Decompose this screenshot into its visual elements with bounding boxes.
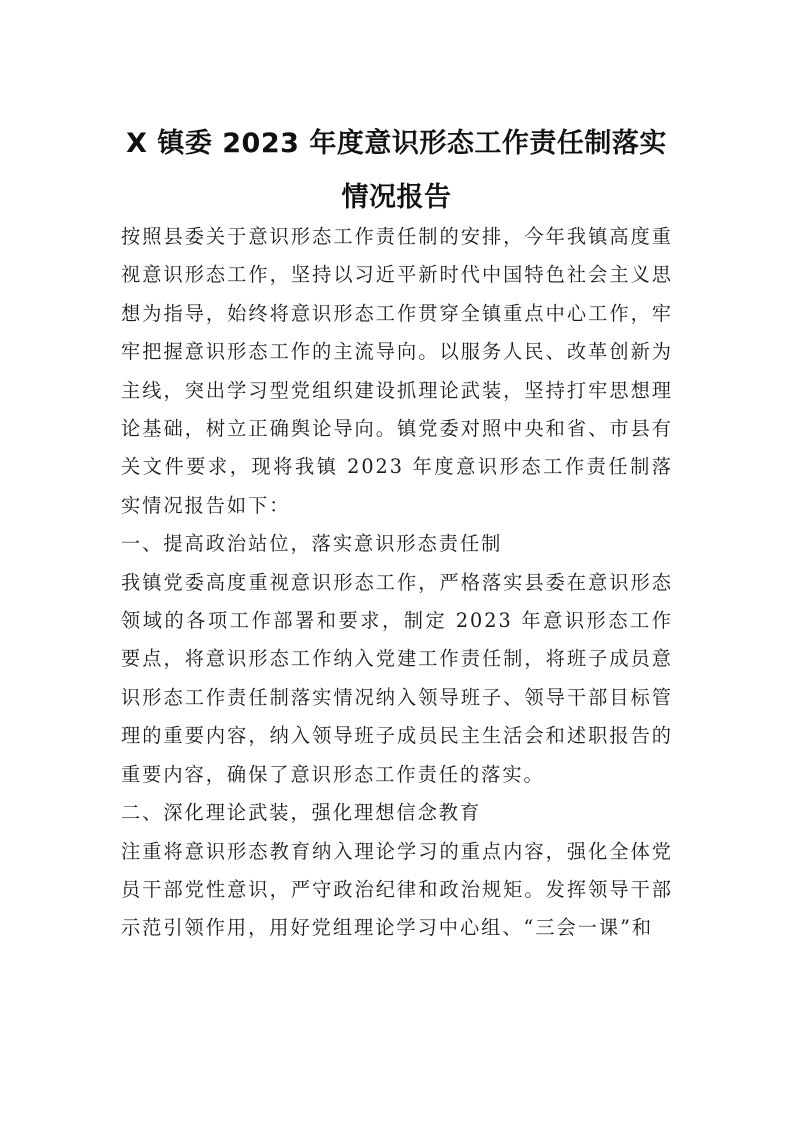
title-line-2: 情况报告 [341, 182, 452, 213]
document-body [121, 218, 673, 948]
title-line-1: X 镇委 2023 年度意识形态工作责任制落实 [126, 128, 667, 159]
document-title [110, 117, 683, 225]
section-1-paragraph: 我镇党委高度重视意识形态工作，严格落实县委在意识形态领域的各项工作部署和要求，制定 2023 年意识形态工作要点，将意识形态工作纳入党建工作责任制，将班子成员意识形态工作责任制落实情况纳入领导班子、领导干部目标管理的重要内容，纳入领导班子成员民主生活会和述职报告的重要内容，确保了意识形态工作责任的落实。 [121, 570, 673, 786]
section-2-heading: 二、深化理论武装，强化理想信念教育 [121, 801, 482, 825]
section-1-heading: 一、提高政治站位，落实意识形态责任制 [121, 532, 503, 556]
intro-paragraph: 按照县委关于意识形态工作责任制的安排，今年我镇高度重视意识形态工作，坚持以习近平新时代中国特色社会主义思想为指导，始终将意识形态工作贯穿全镇重点中心工作，牢牢把握意识形态工作的主流导向。以服务人民、改革创新为主线，突出学习型党组织建设抓理论武装，坚持打牢思想理论基础，树立正确舆论导向。镇党委对照中央和省、市县有关文件要求，现将我镇 2023 年度意识形态工作责任制落实情况报告如下： [121, 225, 673, 517]
section-2-paragraph: 注重将意识形态教育纳入理论学习的重点内容，强化全体党员干部党性意识，严守政治纪律和政治规矩。发挥领导干部示范引领作用，用好党组理论学习中心组、“三会一课”和 [121, 839, 673, 940]
